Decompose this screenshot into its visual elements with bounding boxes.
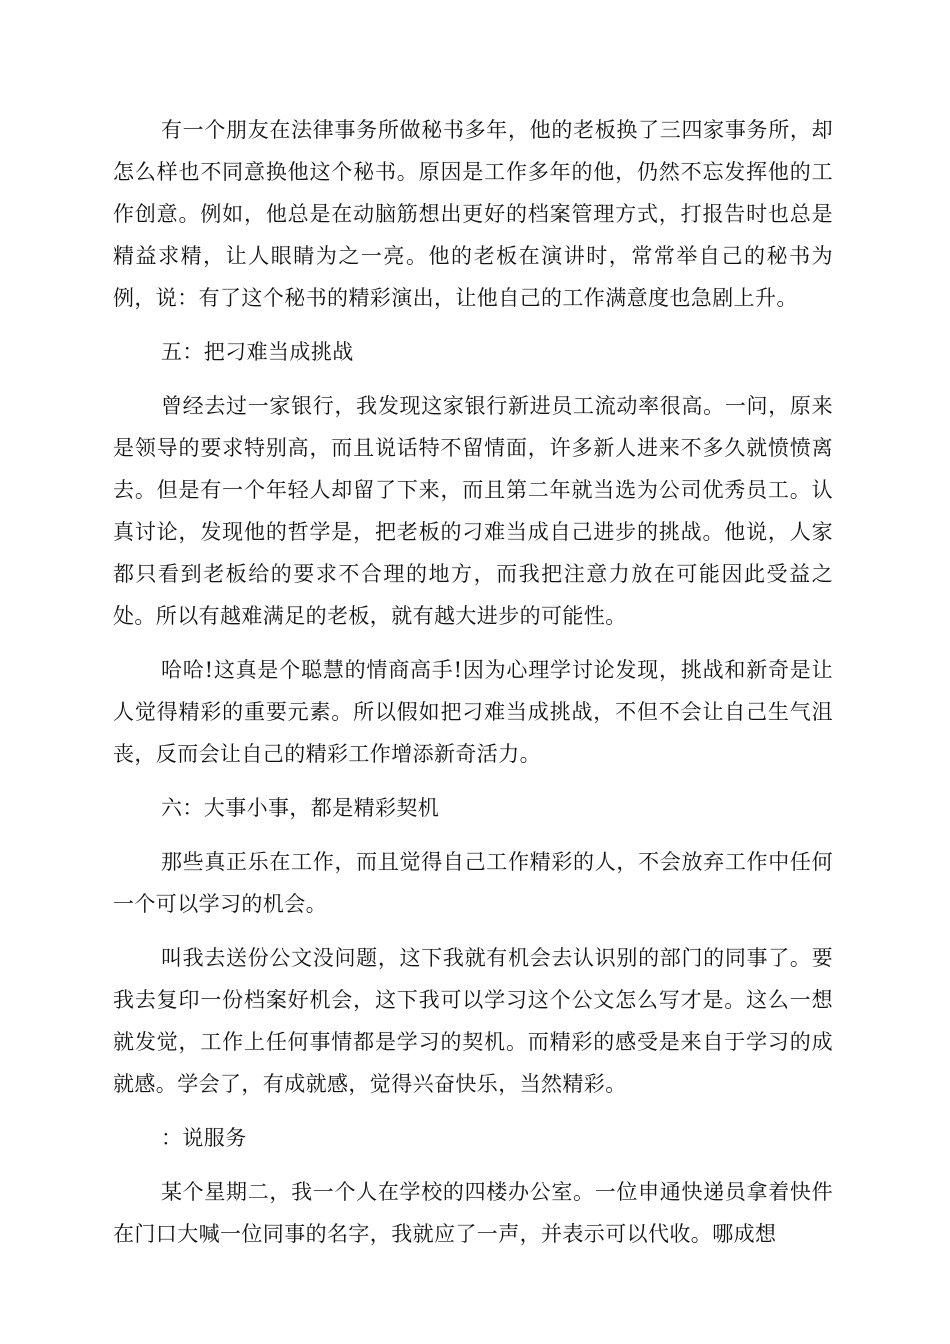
section-heading-six: 六：大事小事，都是精彩契机: [161, 796, 440, 820]
paragraph-gap: [113, 775, 833, 787]
section-heading-service: ：说服务: [161, 1126, 247, 1150]
paragraph-gap: [113, 925, 833, 937]
paragraph-challenge-comment: 哈哈!这真是个聪慧的情商高手!因为心理学讨论发现，挑战和新奇是让人觉得精彩的重要元素。所以假如把刁难当成挑战，不但不会让自己生气沮丧，反而会让自己的精彩工作增添新奇活力。: [113, 658, 833, 766]
paragraph-gap: [113, 1159, 833, 1171]
paragraph-gap: [113, 319, 833, 331]
paragraph-courier-story: 某个星期二，我一个人在学校的四楼办公室。一位申通快递员拿着快件在门口大喊一位同事的名字，我就应了一声，并表示可以代收。哪成想: [113, 1180, 833, 1246]
paragraph-gap: [113, 829, 833, 841]
document-page: [113, 109, 833, 1255]
paragraph-gap: [113, 1105, 833, 1117]
paragraph-learning-opportunity: 那些真正乐在工作，而且觉得自己工作精彩的人，不会放弃工作中任何一个可以学习的机会。: [113, 850, 833, 916]
paragraph-bank-story: 曾经去过一家银行，我发现这家银行新进员工流动率很高。一问，原来是领导的要求特别高，而且说话特不留情面，许多新人进来不多久就愤愤离去。但是有一个年轻人却留了下来，而且第二年就当选为公司优秀员工。认真讨论，发现他的哲学是，把老板的刁难当成自己进步的挑战。他说，人家都只看到老板给的要求不合理的地方，而我把注意力放在可能因此受益之处。所以有越难满足的老板，就有越大进步的可能性。: [113, 394, 833, 628]
paragraph-gap: [113, 637, 833, 649]
section-heading-five: 五：把刁难当成挑战: [161, 340, 354, 364]
paragraph-secretary-story: 有一个朋友在法律事务所做秘书多年，他的老板换了三四家事务所，却怎么样也不同意换他这个秘书。原因是工作多年的他，仍然不忘发挥他的工作创意。例如，他总是在动脑筋想出更好的档案管理方式，打报告时也总是精益求精，让人眼睛为之一亮。他的老板在演讲时，常常举自己的秘书为例，说：有了这个秘书的精彩演出，让他自己的工作满意度也急剧上升。: [113, 118, 833, 310]
paragraph-errand-example: 叫我去送份公文没问题，这下我就有机会去认识别的部门的同事了。要我去复印一份档案好机会，这下我可以学习这个公文怎么写才是。这么一想就发觉，工作上任何事情都是学习的契机。而精彩的感受是来自于学习的成就感。学会了，有成就感，觉得兴奋快乐，当然精彩。: [113, 946, 833, 1096]
paragraph-gap: [113, 373, 833, 385]
